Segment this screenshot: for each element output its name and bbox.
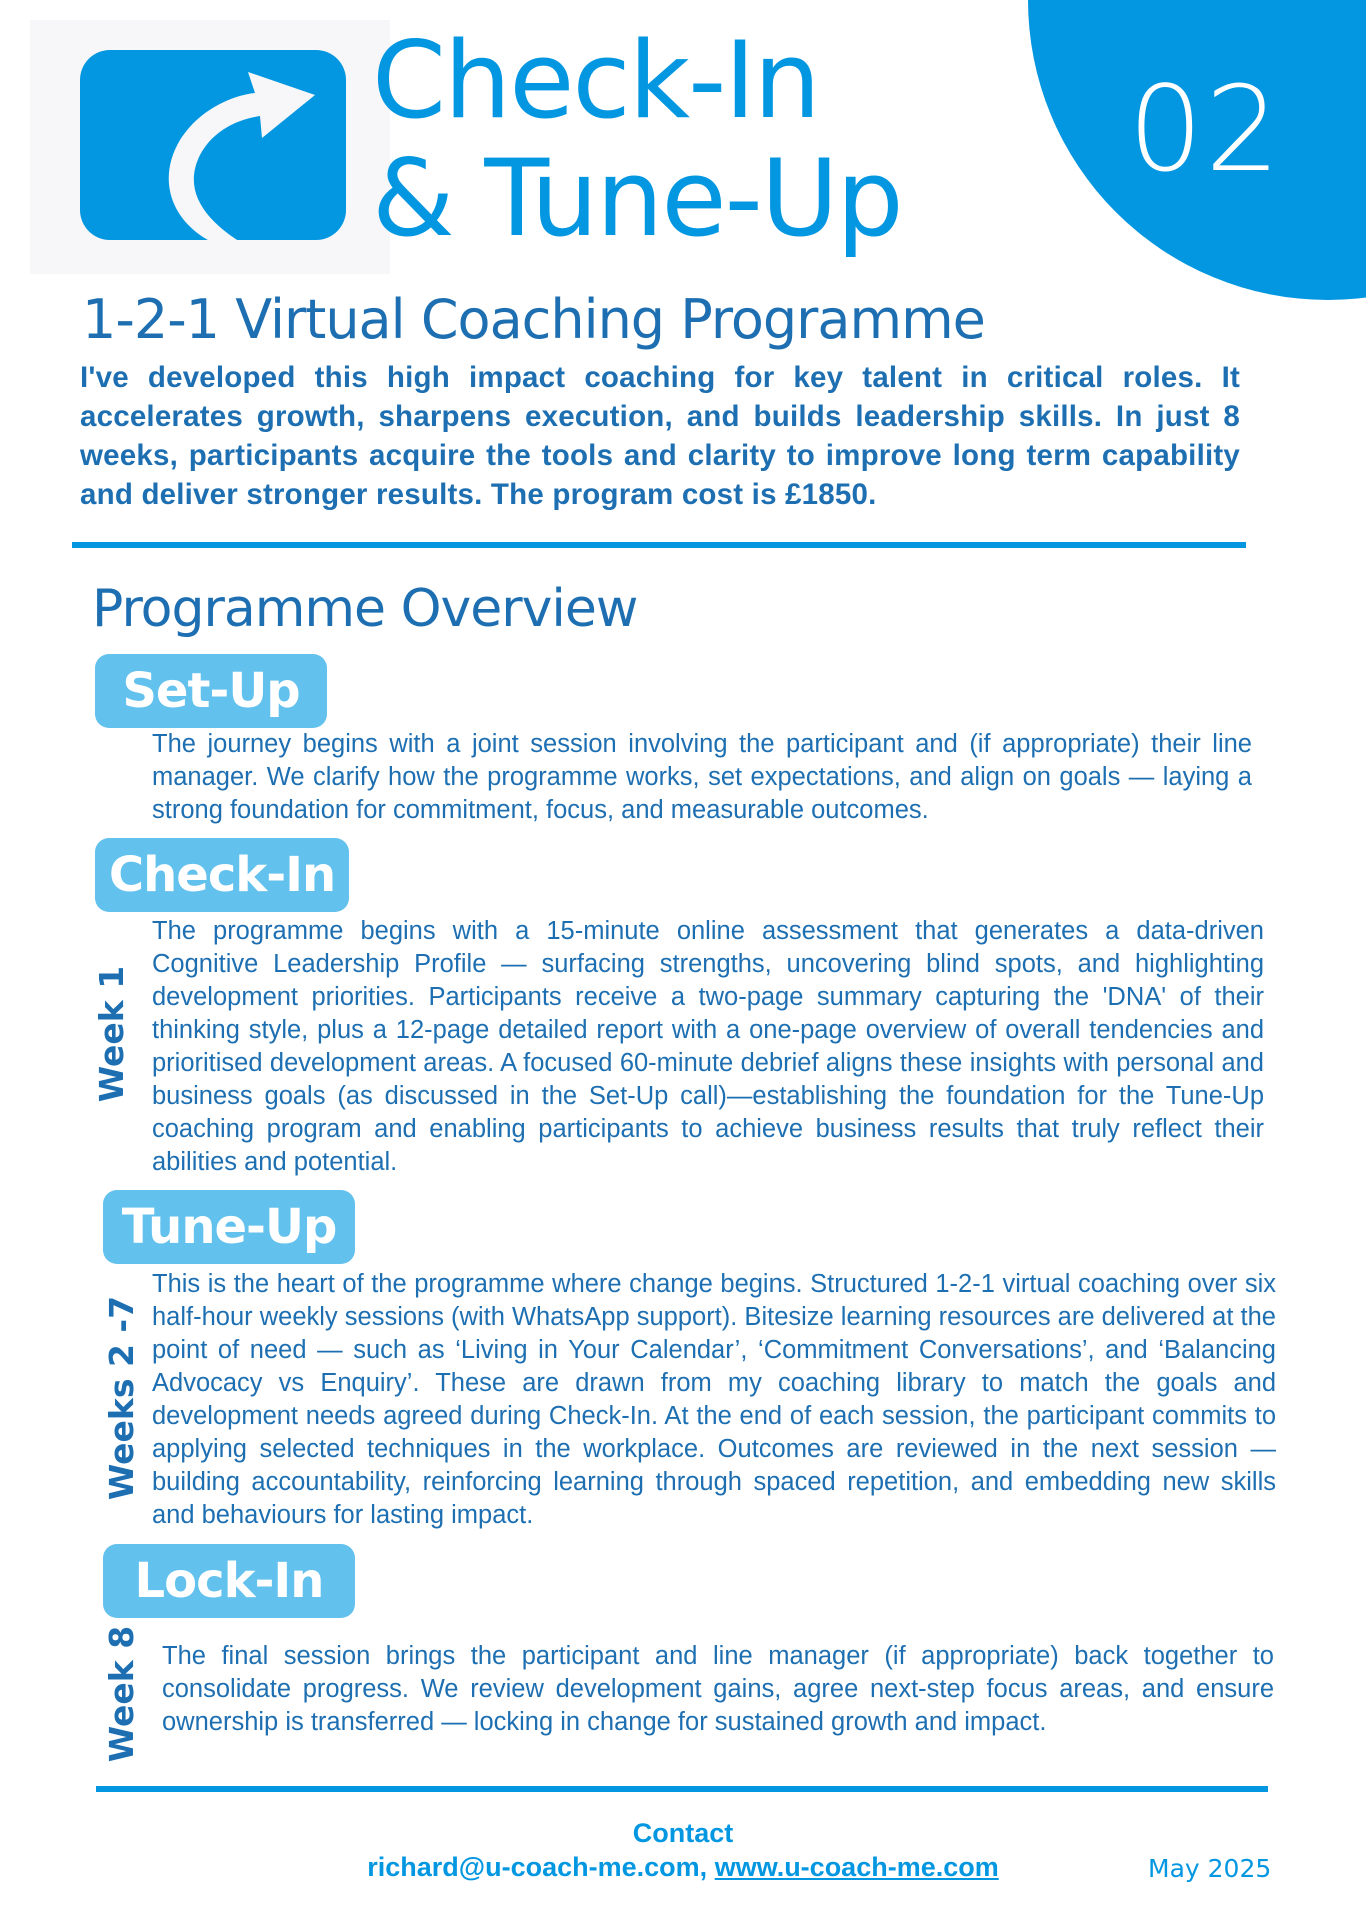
- divider-top: [72, 542, 1246, 548]
- arrow-loop-icon: [30, 20, 390, 274]
- document-date: May 2025: [1148, 1854, 1272, 1883]
- page-number: 02: [1128, 60, 1283, 198]
- intro-paragraph: I've developed this high impact coaching for key talent in critical roles. It accelerates growth, sharpens execution, and builds leadership skills. In just 8 weeks, participants acquire the tools and clarity to improve long term capability and deliver stronger results. The program cost is £1850.: [80, 361, 1240, 511]
- logo: [30, 20, 390, 274]
- title-line-1: Check-In: [372, 19, 819, 142]
- section-text-lock-in: The final session brings the participant and line manager (if appropriate) back together to consolidate progress. We review development gains, agree next-step focus areas, and ensure ownership is transferred — locking in change for sustained growth and impact.: [162, 1642, 1274, 1736]
- badge-set-up: Set-Up: [95, 654, 327, 728]
- divider-bottom: [96, 1786, 1268, 1792]
- badge-check-in: Check-In: [95, 838, 349, 912]
- side-label-week-1: Week 1: [92, 965, 131, 1103]
- contact-title: Contact: [632, 1818, 734, 1848]
- badge-tune-up: Tune-Up: [103, 1190, 355, 1264]
- badge-lock-in: Lock-In: [103, 1544, 355, 1618]
- section-text-check-in: The programme begins with a 15-minute online assessment that generates a data-driven Cognitive Leadership Profile — surfacing strengths, uncovering blind spots, and highlighting development priorities. Participants receive a two-page summary capturing the 'DNA' of their thinking style, plus a 12-page detailed report with a one-page overview of overall tendencies and prioritised development areas. A focused 60-minute debrief aligns these insights with personal and business goals (as discussed in the Set-Up call)—establishing the foundation for the Tune-Up coaching program and enabling participants to achieve business results that truly reflect their abilities and potential.: [152, 917, 1264, 1176]
- section-text-tune-up: This is the heart of the programme where change begins. Structured 1-2-1 virtual coaching over six half-hour weekly sessions (with WhatsApp support). Bitesize learning resources are delivered at the point of need — such as ‘Living in Your Calendar’, ‘Commitment Conversations’, and ‘Balancing Advocacy vs Enquiry’. These are drawn from my coaching library to match the goals and development needs agreed during Check-In. At the end of each session, the participant commits to applying selected techniques in the workplace. Outcomes are reviewed in the next session — building accountability, reinforcing learning through spaced repetition, and embedding new skills and behaviours for lasting impact.: [152, 1270, 1276, 1529]
- side-label-week-8: Week 8: [102, 1625, 141, 1763]
- website-link[interactable]: www.u-coach-me.com: [714, 1852, 999, 1882]
- section-text-set-up: The journey begins with a joint session involving the participant and (if appropriate) their line manager. We clarify how the programme works, set expectations, and align on goals — laying a strong foundation for commitment, focus, and measurable outcomes.: [152, 730, 1252, 824]
- overview-heading: Programme Overview: [92, 579, 638, 639]
- title-line-2: & Tune-Up: [372, 137, 902, 260]
- side-label-weeks-2-7: Weeks 2 -7: [102, 1295, 141, 1501]
- contact-email[interactable]: richard@u-coach-me.com,: [367, 1852, 708, 1882]
- document-title: [372, 19, 902, 260]
- subtitle: 1-2-1 Virtual Coaching Programme: [82, 288, 985, 351]
